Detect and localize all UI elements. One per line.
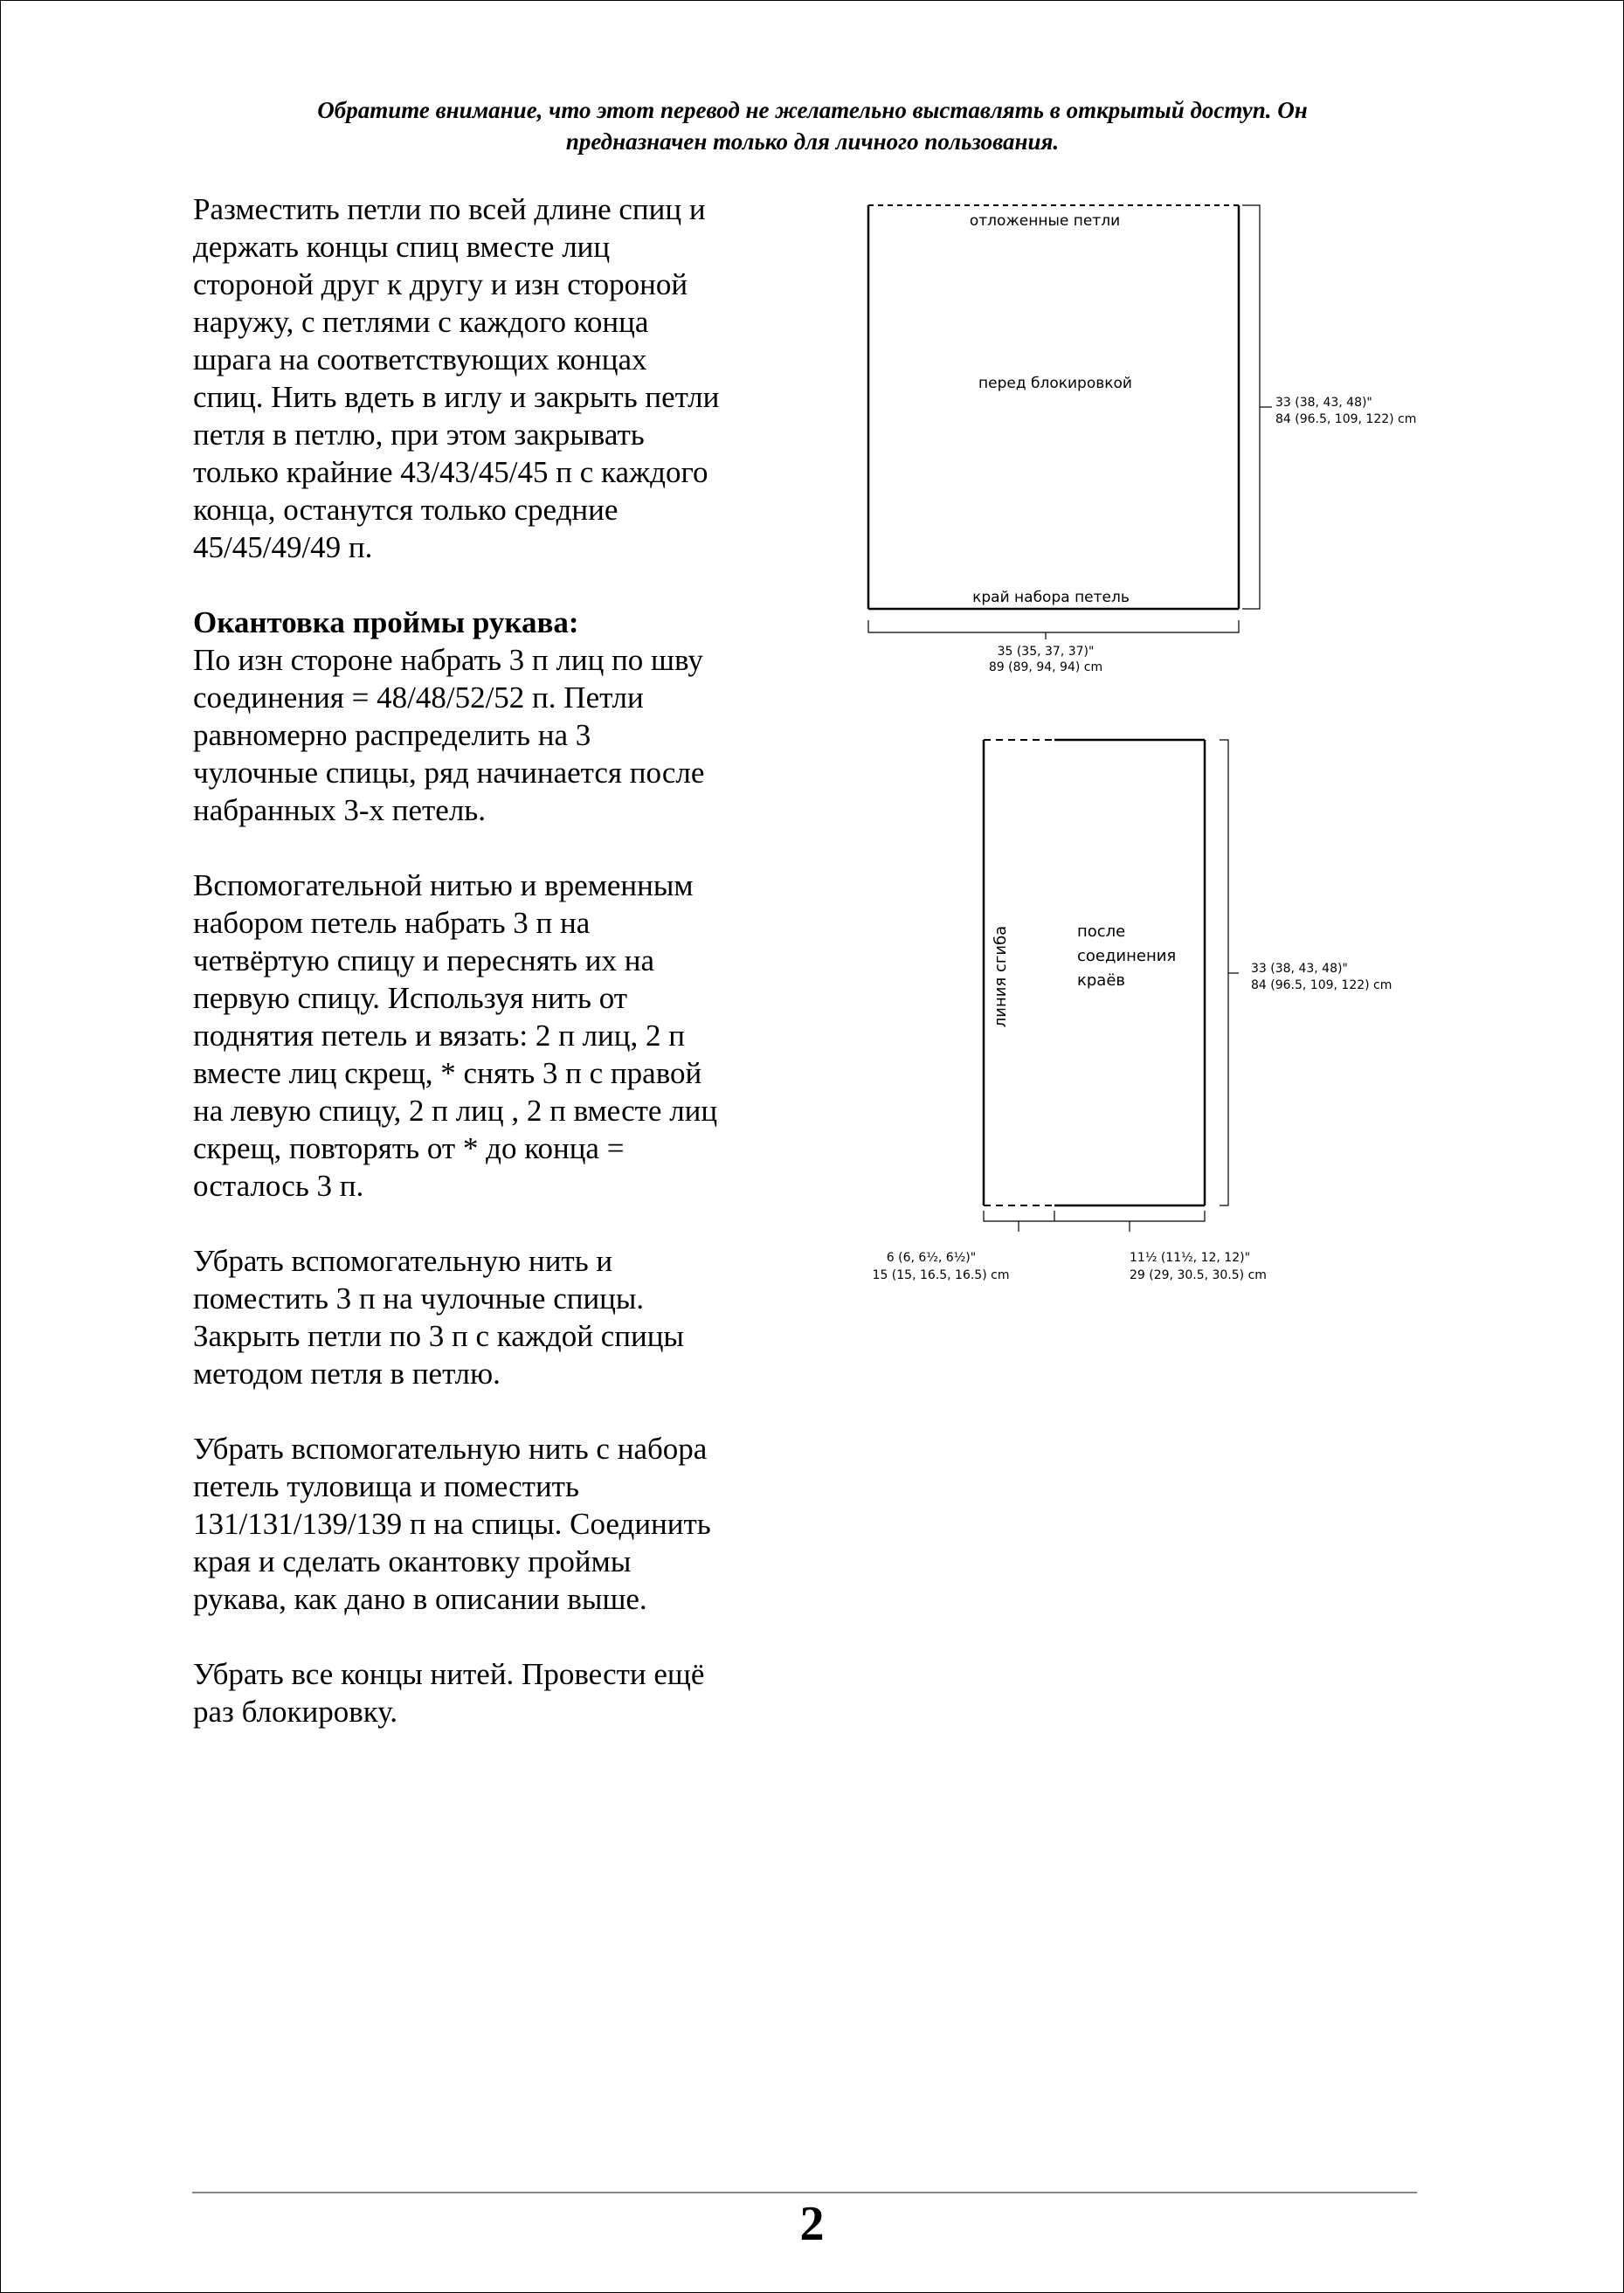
width-dimension-bracket	[868, 620, 1239, 632]
height-dimension-bracket	[1242, 205, 1260, 609]
fold-line-label: линия сгиба	[992, 925, 1010, 1028]
page-number: 2	[799, 2197, 825, 2251]
text-line: раз блокировку.	[193, 1695, 398, 1729]
paragraph-body-stitches	[193, 1430, 770, 1618]
section-title: Окантовка проймы рукава:	[193, 605, 579, 639]
diagram-before-blocking	[868, 205, 1416, 674]
text-line: первую спицу. Используя нить от	[193, 981, 628, 1015]
text-line: стороной друг к другу и изн стороной	[193, 267, 688, 301]
text-line: петель туловища и поместить	[193, 1469, 579, 1503]
text-line: поднятия петель и вязать: 2 п лиц, 2 п	[193, 1019, 685, 1053]
paragraph-bind-off	[193, 190, 770, 566]
height-dimension-bracket	[1220, 740, 1228, 1205]
schematic-diagrams	[839, 175, 1450, 1315]
text-line: вместе лиц скрещ, * снять 3 п с правой	[193, 1056, 702, 1090]
text-line: Убрать все концы нитей. Провести ещё	[193, 1657, 705, 1691]
cast-on-edge-label: край набора петель	[972, 589, 1130, 606]
held-stitches-label: отложенные петли	[969, 212, 1121, 230]
paragraph-finishing	[193, 1655, 770, 1730]
right-width-inches-label: 11½ (11½, 12, 12)"	[1130, 1251, 1251, 1265]
notice-line-2: предназначен только для личного пользования.	[565, 128, 1060, 155]
height-cm-label: 84 (96.5, 109, 122) cm	[1275, 412, 1417, 426]
text-line: Вспомогательной нитью и временным	[193, 868, 694, 902]
text-line: держать концы спиц вместе лиц	[193, 230, 611, 264]
text-line: методом петля в петлю.	[193, 1357, 501, 1391]
text-line: 45/45/49/49 п.	[193, 530, 373, 564]
center-label-line-2: соединения	[1077, 947, 1177, 965]
left-width-inches-label: 6 (6, 6½, 6½)"	[886, 1251, 977, 1265]
text-line: Закрыть петли по 3 п с каждой спицы	[193, 1319, 684, 1353]
text-line: набором петель набрать 3 п на	[193, 906, 591, 940]
text-line: чулочные спицы, ряд начинается после	[193, 756, 705, 790]
width-cm-label: 89 (89, 94, 94) cm	[988, 660, 1103, 674]
paragraph-armhole-edging	[193, 604, 770, 829]
text-line: равномерно распределить на 3	[193, 718, 591, 752]
paragraph-provisional-cast-on	[193, 867, 770, 1205]
paragraph-remove-waste-yarn	[193, 1242, 770, 1392]
text-line: скрещ, повторять от * до конца =	[193, 1131, 625, 1165]
footer-divider	[192, 2192, 1417, 2193]
height-cm-label: 84 (96.5, 109, 122) cm	[1251, 978, 1392, 992]
text-line: 131/131/139/139 п на спицы. Соединить	[193, 1507, 711, 1541]
width-inches-label: 35 (35, 37, 37)"	[997, 645, 1095, 659]
text-line: соединения = 48/48/52/52 п. Петли	[193, 680, 644, 715]
text-line: наружу, с петлями с каждого конца	[193, 305, 649, 339]
right-width-cm-label: 29 (29, 30.5, 30.5) cm	[1130, 1268, 1267, 1282]
height-inches-label: 33 (38, 43, 48)"	[1251, 962, 1348, 976]
text-line: на левую спицу, 2 п лиц , 2 п вместе лиц	[193, 1094, 718, 1128]
text-line: шрага на соответствующих концах	[193, 342, 647, 376]
text-line: поместить 3 п на чулочные спицы.	[193, 1281, 645, 1316]
text-line: края и сделать окантовку проймы	[193, 1544, 632, 1578]
before-blocking-label: перед блокировкой	[978, 375, 1132, 392]
text-line: набранных 3-х петель.	[193, 793, 487, 827]
text-line: По изн стороне набрать 3 п лиц по шву	[193, 643, 703, 677]
text-line: петля в петлю, при этом закрывать	[193, 418, 645, 452]
instructions-column	[193, 190, 770, 1768]
left-width-cm-label: 15 (15, 16.5, 16.5) cm	[872, 1268, 1010, 1282]
notice-line-1: Обратите внимание, что этот перевод не желательно выставлять в открытый доступ. Он	[317, 97, 1308, 123]
text-line: четвёртую спицу и переснять их на	[193, 943, 655, 977]
text-line: Убрать вспомогательную нить и	[193, 1244, 613, 1278]
center-label-line-3: краёв	[1077, 971, 1126, 990]
text-line: осталось 3 п.	[193, 1169, 364, 1203]
schematic-svg	[839, 175, 1450, 1310]
text-line: Убрать вспомогательную нить с набора	[193, 1432, 708, 1466]
height-inches-label: 33 (38, 43, 48)"	[1275, 396, 1372, 410]
text-line: только крайние 43/43/45/45 п с каждого	[193, 455, 708, 489]
translation-notice	[192, 94, 1433, 157]
center-label-line-1: после	[1077, 922, 1126, 941]
text-line: рукава, как дано в описании выше.	[193, 1582, 647, 1616]
text-line: спиц. Нить вдеть в иглу и закрыть петли	[193, 380, 720, 414]
text-line: Разместить петли по всей длине спиц и	[193, 192, 706, 226]
text-line: конца, останутся только средние	[193, 493, 619, 527]
diagram-after-seaming	[873, 740, 1392, 1282]
width-dimension-bracket	[984, 1211, 1205, 1221]
